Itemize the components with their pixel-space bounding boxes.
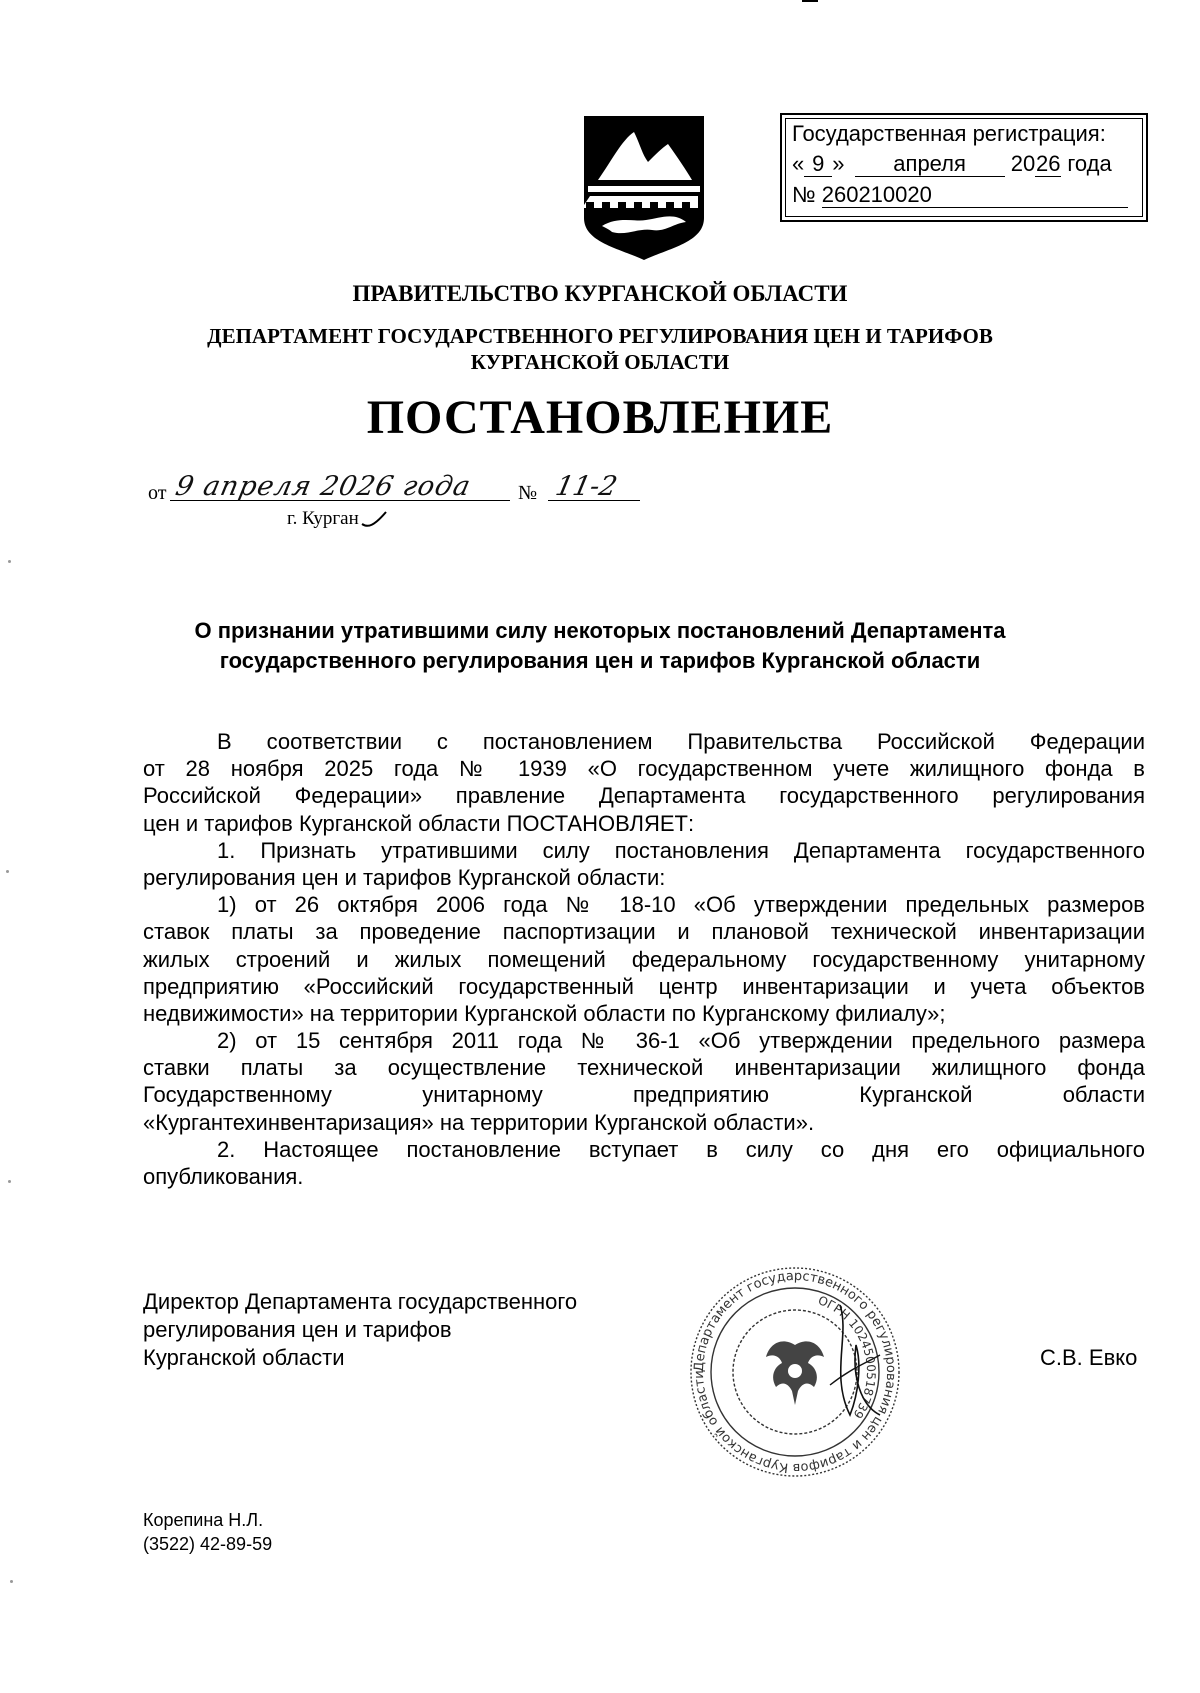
body-line: Российской Федерации» правление Департамента государственного регулирования xyxy=(143,783,1145,809)
body-line: 1) от 26 октября 2006 года № 18-10 «Об утверждении предельных размеров xyxy=(217,892,1145,918)
registration-box xyxy=(780,113,1148,222)
official-seal-stamp xyxy=(680,1265,910,1480)
registration-day: 9 xyxy=(804,152,832,177)
signatory-title-line2: регулирования цен и тарифов xyxy=(143,1317,452,1342)
document-type-title: ПОСТАНОВЛЕНИЕ xyxy=(366,391,834,444)
body-line: недвижимости» на территории Курганской области по Курганскому филиалу»; xyxy=(143,1000,946,1026)
body-line: предприятию «Российский государственный центр инвентаризации и учета объектов xyxy=(143,973,1145,999)
body-line: опубликования. xyxy=(143,1164,304,1189)
registration-year-prefix: 20 xyxy=(1010,151,1036,176)
subject-line1: О признании утратившими силу некоторых постановлений Департамента xyxy=(194,618,1006,643)
document-body xyxy=(143,728,1145,1190)
top-edge-mark xyxy=(802,0,818,2)
registration-day-open: « xyxy=(792,151,805,176)
registration-day-close: » xyxy=(832,151,845,176)
registration-year-suffix: 26 xyxy=(1035,151,1061,176)
body-line: 2. Настоящее постановление вступает в силу со дня его официального xyxy=(217,1136,1145,1162)
number-label: № xyxy=(518,482,538,504)
scan-speck xyxy=(8,1180,11,1183)
from-label: от xyxy=(148,482,167,504)
body-line: ставки платы за осуществление технической инвентаризации жилищного фонда xyxy=(143,1055,1145,1081)
double-headed-eagle-icon xyxy=(766,1341,824,1405)
department-title-line2: КУРГАНСКОЙ ОБЛАСТИ xyxy=(470,350,730,374)
signatory-name: С.В. Евко xyxy=(1040,1345,1138,1370)
department-title-line1: ДЕПАРТАМЕНТ ГОСУДАРСТВЕННОГО РЕГУЛИРОВАНИЯ ЦЕН И ТАРИФОВ xyxy=(207,324,993,348)
body-line: ставок платы за проведение паспортизации и плановой технической инвентаризации xyxy=(143,919,1145,945)
executor-name: Корепина Н.Л. xyxy=(143,1510,264,1530)
signatory-title-line3: Курганской области xyxy=(143,1345,345,1370)
body-line: жилых строений и жилых помещений федеральному государственному унитарному xyxy=(143,946,1145,972)
handwritten-tick-icon xyxy=(360,510,388,530)
body-line: цен и тарифов Курганской области ПОСТАНОВЛЯЕТ: xyxy=(143,810,695,836)
signatory-title-line1: Директор Департамента государственного xyxy=(143,1289,578,1314)
scan-speck xyxy=(8,560,11,563)
city-label: г. Курган xyxy=(287,508,359,529)
handwritten-date: 9 апреля 2026 года xyxy=(172,471,474,502)
body-line: Государственному унитарному предприятию Курганской области xyxy=(143,1082,1145,1108)
government-title: ПРАВИТЕЛЬСТВО КУРГАНСКОЙ ОБЛАСТИ xyxy=(352,281,848,306)
subject-line2: государственного регулирования цен и тарифов Курганской области xyxy=(219,648,981,673)
registration-number: 260210020 xyxy=(822,183,1128,208)
body-line: 2) от 15 сентября 2011 года № 36-1 «Об утверждении предельного размера xyxy=(217,1028,1145,1054)
registration-year-word: года xyxy=(1067,151,1112,176)
stamp-inner-text: ОГРН 1024500518739 xyxy=(816,1293,879,1422)
body-line: «Кургантехинвентаризация» на территории Курганской области». xyxy=(143,1109,815,1135)
body-line: 1. Признать утратившими силу постановления Департамента государственного xyxy=(217,837,1145,863)
scan-speck xyxy=(10,1580,13,1583)
registration-date xyxy=(792,151,1112,177)
handwritten-number: 11-2 xyxy=(552,471,620,502)
body-line: В соответствии с постановлением Правительства Российской Федерации xyxy=(217,729,1145,754)
stamp-outer-text: Департамент государственного регулирования цен и тарифов Курганской области xyxy=(691,1268,899,1476)
body-line: от 28 ноября 2025 года № 1939 «О государственном учете жилищного фонда в xyxy=(143,756,1145,782)
registration-number-line xyxy=(792,182,1128,208)
registration-number-label: № xyxy=(792,182,816,207)
executor-phone: (3522) 42-89-59 xyxy=(143,1534,273,1554)
scan-speck xyxy=(6,870,9,873)
registration-title: Государственная регистрация: xyxy=(792,121,1106,146)
registration-month: апреля xyxy=(855,152,1005,177)
body-line: регулирования цен и тарифов Курганской области: xyxy=(143,864,666,890)
kurgan-coat-of-arms-icon xyxy=(582,114,706,262)
